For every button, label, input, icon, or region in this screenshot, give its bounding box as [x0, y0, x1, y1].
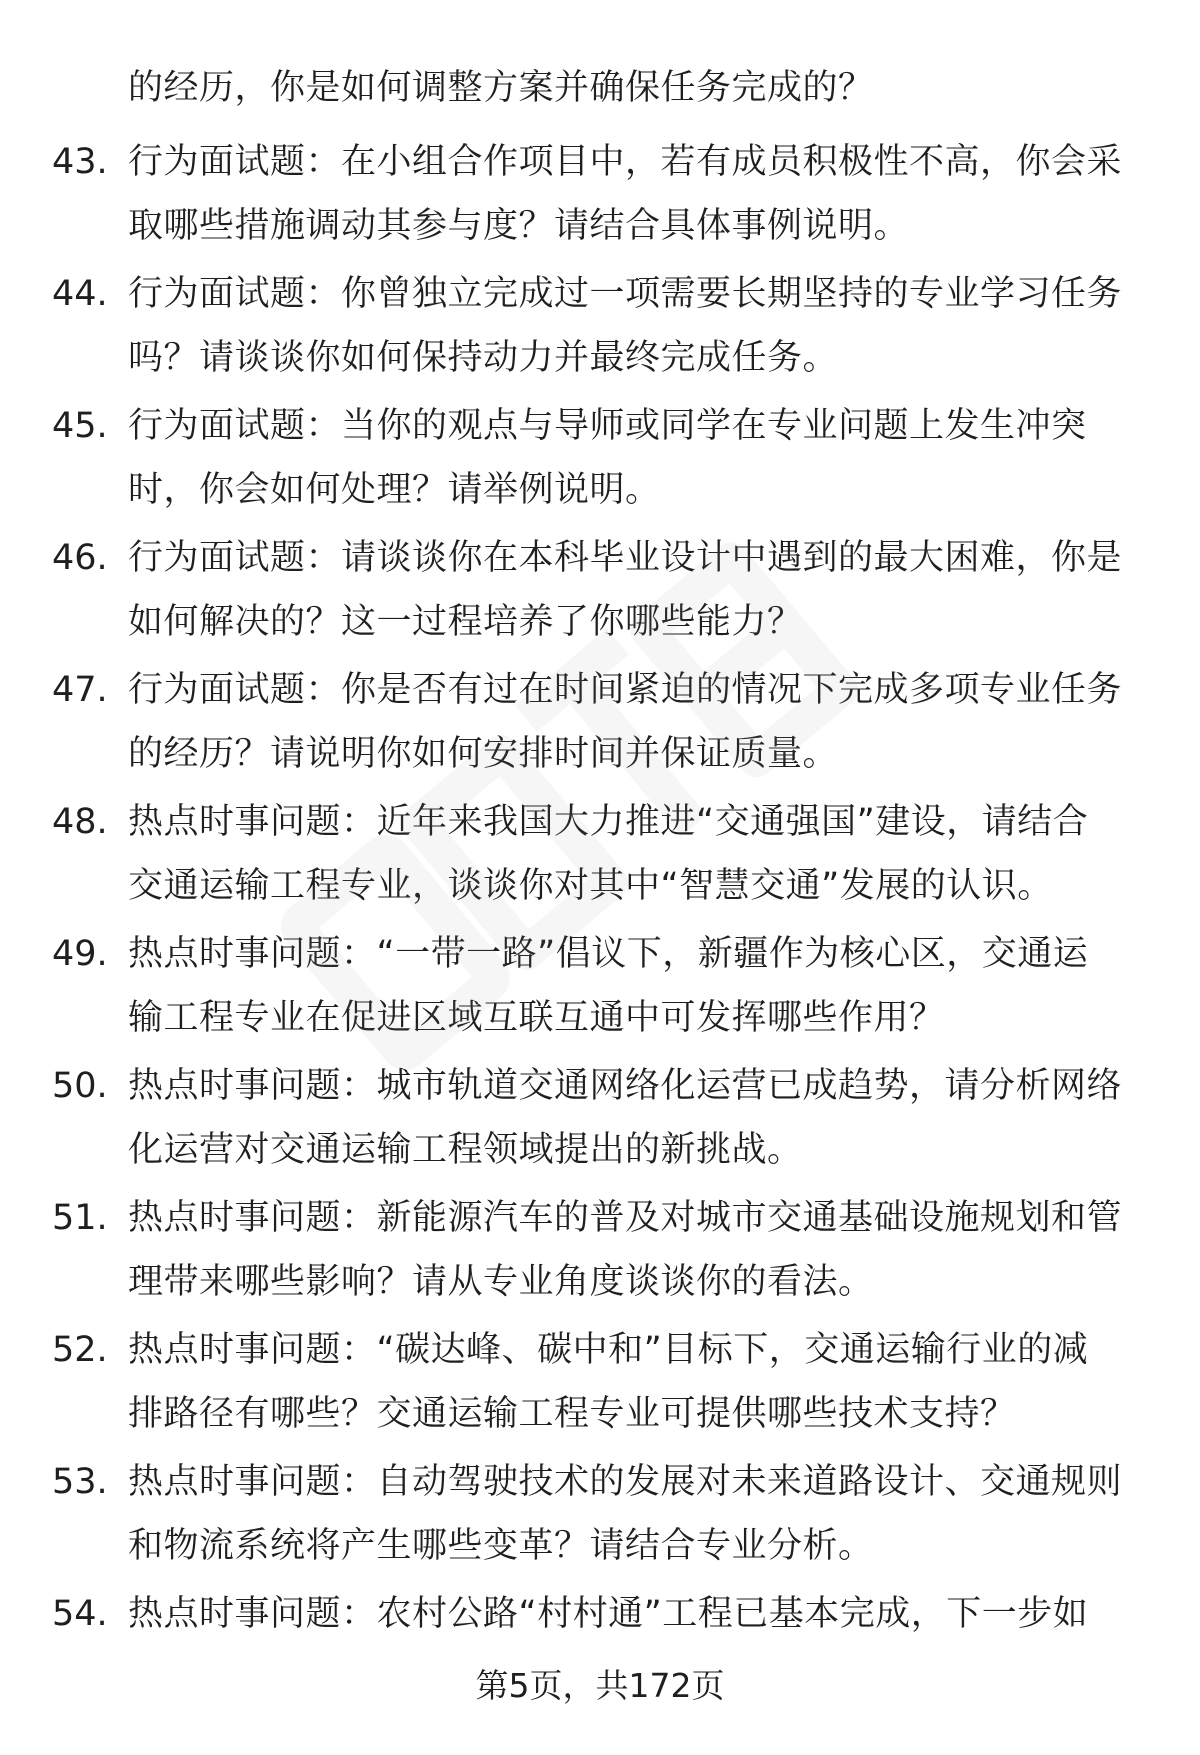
question-number: 45.: [52, 406, 108, 446]
question-line: 如何解决的？这一过程培养了你哪些能力？: [128, 602, 803, 642]
question-line: 行为面试题：当你的观点与导师或同学在专业问题上发生冲突: [128, 406, 1087, 446]
question-number: 46.: [52, 538, 108, 578]
question-text: [128, 1054, 1138, 1182]
question-item-51: [0, 1186, 1200, 1302]
question-line: 行为面试题：你是否有过在时间紧迫的情况下完成多项专业任务: [128, 670, 1123, 710]
question-line: 热点时事问题：近年来我国大力推进“交通强国”建设，请结合: [128, 802, 1089, 842]
question-line: 热点时事问题：自动驾驶技术的发展对未来道路设计、交通规则: [128, 1462, 1123, 1502]
question-line: 输工程专业在促进区域互联互通中可发挥哪些作用？: [128, 998, 945, 1038]
question-item-46: [0, 526, 1200, 642]
question-line: 热点时事问题：“一带一路”倡议下，新疆作为核心区，交通运: [128, 934, 1089, 974]
question-text: [128, 394, 1138, 522]
page-footer: 第5页，共172页: [475, 1666, 725, 1705]
question-item-54: [0, 1582, 1200, 1646]
question-number: 43.: [52, 142, 108, 182]
question-line: 时，你会如何处理？请举例说明。: [128, 470, 661, 510]
question-line: 取哪些措施调动其参与度？请结合具体事例说明。: [128, 206, 910, 246]
question-line: 行为面试题：请谈谈你在本科毕业设计中遇到的最大困难，你是: [128, 538, 1123, 578]
question-line: 交通运输工程专业，谈谈你对其中“智慧交通”发展的认识。: [128, 866, 1053, 906]
question-item-53: [0, 1450, 1200, 1566]
question-line: 热点时事问题：“碳达峰、碳中和”目标下，交通运输行业的减: [128, 1330, 1089, 1370]
question-item-52: [0, 1318, 1200, 1434]
question-line: 热点时事问题：农村公路“村村通”工程已基本完成，下一步如: [128, 1594, 1089, 1634]
question-line: 化运营对交通运输工程领域提出的新挑战。: [128, 1130, 803, 1170]
question-line: 热点时事问题：城市轨道交通网络化运营已成趋势，请分析网络: [128, 1066, 1123, 1106]
question-list: [0, 130, 1200, 1714]
question-item-44: [0, 262, 1200, 378]
question-text: [128, 790, 1138, 918]
question-number: 49.: [52, 934, 108, 974]
question-text: [128, 526, 1138, 654]
question-line: 行为面试题：你曾独立完成过一项需要长期坚持的专业学习任务: [128, 274, 1123, 314]
question-number: 47.: [52, 670, 108, 710]
question-line: 理带来哪些影响？请从专业角度谈谈你的看法。: [128, 1262, 874, 1302]
question-item-48: [0, 790, 1200, 906]
question-line: 的经历？请说明你如何安排时间并保证质量。: [128, 734, 839, 774]
continuation-text: 的经历，你是如何调整方案并确保任务完成的？: [128, 68, 874, 108]
question-text: [128, 1450, 1138, 1578]
question-item-47: [0, 658, 1200, 774]
question-item-43: [0, 130, 1200, 246]
question-text: [128, 1318, 1138, 1446]
question-line: 热点时事问题：新能源汽车的普及对城市交通基础设施规划和管: [128, 1198, 1123, 1238]
question-number: 50.: [52, 1066, 108, 1106]
question-item-45: [0, 394, 1200, 510]
question-text: [128, 922, 1138, 1050]
question-text: [128, 1582, 1138, 1646]
question-line: 排路径有哪些？交通运输工程专业可提供哪些技术支持？: [128, 1394, 1016, 1434]
question-number: 51.: [52, 1198, 108, 1238]
question-number: 48.: [52, 802, 108, 842]
question-item-49: [0, 922, 1200, 1038]
question-number: 53.: [52, 1462, 108, 1502]
question-line: 和物流系统将产生哪些变革？请结合专业分析。: [128, 1526, 874, 1566]
question-text: [128, 658, 1138, 786]
question-number: 52.: [52, 1330, 108, 1370]
question-number: 44.: [52, 274, 108, 314]
question-text: [128, 130, 1138, 258]
question-number: 54.: [52, 1594, 108, 1634]
question-text: [128, 262, 1138, 390]
question-text: [128, 1186, 1138, 1314]
question-line: 行为面试题：在小组合作项目中，若有成员积极性不高，你会采: [128, 142, 1123, 182]
question-item-50: [0, 1054, 1200, 1170]
question-line: 吗？请谈谈你如何保持动力并最终完成任务。: [128, 338, 839, 378]
